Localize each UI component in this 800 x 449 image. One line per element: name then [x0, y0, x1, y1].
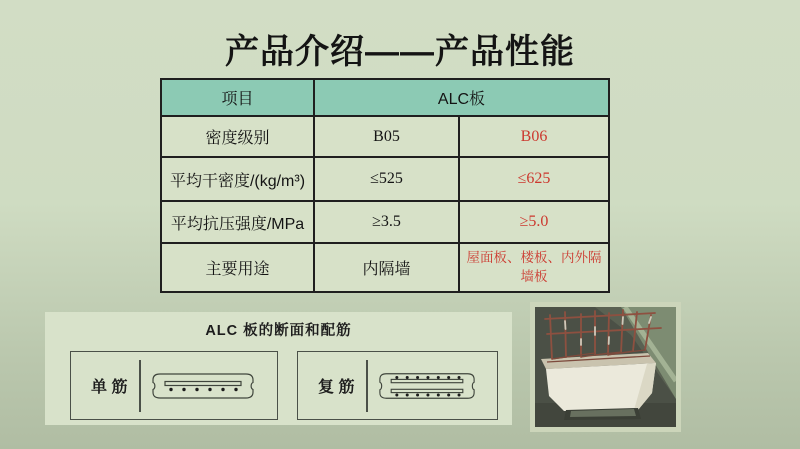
section-diagram-panel	[45, 312, 512, 425]
cell-compressive-strength-b06: ≥5.0	[460, 202, 608, 244]
page-title: 产品介绍——产品性能	[225, 33, 575, 71]
cell-dry-density-b05: ≤525	[315, 158, 460, 202]
divider-line	[139, 360, 141, 412]
cell-main-usage-b06: 屋面板、楼板、内外隔墙板	[466, 250, 602, 284]
double-reinforcement-label: 复 筋	[318, 379, 355, 396]
single-reinforcement-section-icon	[151, 371, 255, 401]
cell-density-grade-b06: B06	[460, 117, 608, 158]
cell-density-grade-b05: B05	[315, 117, 460, 158]
double-reinforcement-box	[297, 351, 498, 420]
divider-line	[366, 360, 368, 412]
cell-dry-density-b06: ≤625	[460, 158, 608, 202]
diagram-title: ALC 板的断面和配筋	[205, 323, 352, 339]
row-label-dry-density: 平均干密度/(kg/m³)	[162, 158, 315, 202]
table-header-alc-board: ALC板	[315, 80, 608, 117]
alc-sample-photo	[530, 302, 681, 432]
double-reinforcement-section-icon	[378, 369, 476, 403]
row-label-density-grade: 密度级别	[162, 117, 315, 158]
row-label-compressive-strength: 平均抗压强度/MPa	[162, 202, 315, 244]
cell-main-usage-b05: 内隔墙	[315, 244, 460, 291]
performance-table	[160, 78, 610, 293]
single-reinforcement-label: 单 筋	[91, 379, 128, 396]
single-reinforcement-box	[70, 351, 278, 420]
row-label-main-usage: 主要用途	[162, 244, 315, 291]
cell-compressive-strength-b05: ≥3.5	[315, 202, 460, 244]
table-header-item: 项目	[162, 80, 315, 117]
alc-sample-photo-image	[535, 307, 676, 427]
